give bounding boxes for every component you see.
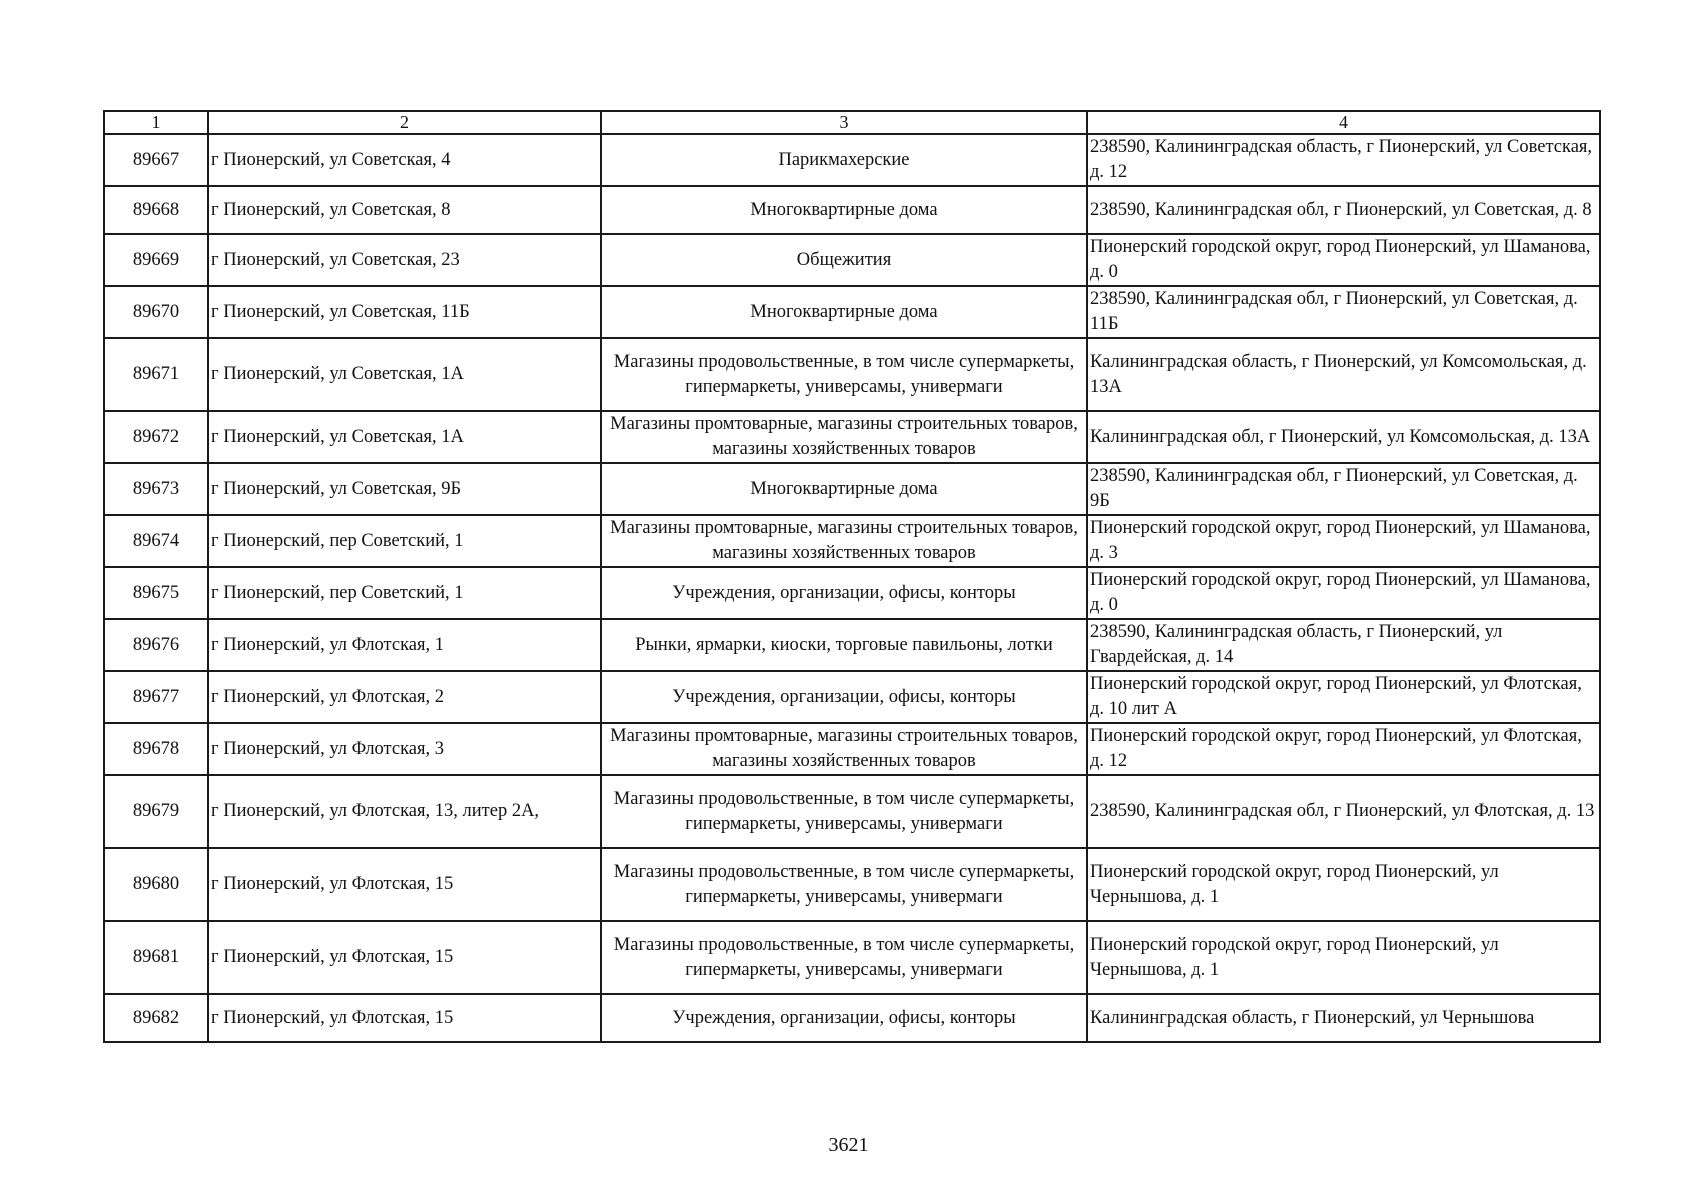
row-location: 238590, Калининградская область, г Пионерский, ул Советская, д. 12 [1087,134,1600,186]
row-category: Магазины промтоварные, магазины строительных товаров, магазины хозяйственных товаров [601,515,1087,567]
row-location: Калининградская обл, г Пионерский, ул Комсомольская, д. 13А [1087,411,1600,463]
row-id: 89671 [104,338,208,411]
row-category: Магазины продовольственные, в том числе супермаркеты, гипермаркеты, универсамы, универмаги [601,338,1087,411]
row-location: 238590, Калининградская обл, г Пионерский, ул Советская, д. 11Б [1087,286,1600,338]
column-header-3: 3 [601,111,1087,134]
row-category: Магазины продовольственные, в том числе супермаркеты, гипермаркеты, универсамы, универмаги [601,921,1087,994]
row-location: Калининградская область, г Пионерский, ул Комсомольская, д. 13А [1087,338,1600,411]
row-address: г Пионерский, ул Советская, 9Б [208,463,601,515]
table-row [104,134,1600,186]
row-category: Магазины продовольственные, в том числе супермаркеты, гипермаркеты, универсамы, универмаги [601,848,1087,921]
row-address: г Пионерский, ул Флотская, 1 [208,619,601,671]
row-id: 89673 [104,463,208,515]
row-location: Пионерский городской округ, город Пионерский, ул Флотская, д. 12 [1087,723,1600,775]
row-location: Калининградская область, г Пионерский, ул Чернышова [1087,994,1600,1042]
table-row [104,671,1600,723]
row-location: 238590, Калининградская обл, г Пионерский, ул Советская, д. 8 [1087,186,1600,234]
row-location: 238590, Калининградская обл, г Пионерский, ул Флотская, д. 13 [1087,775,1600,848]
row-category: Магазины продовольственные, в том числе супермаркеты, гипермаркеты, универсамы, универмаги [601,775,1087,848]
row-id: 89681 [104,921,208,994]
row-address: г Пионерский, ул Флотская, 2 [208,671,601,723]
table-row [104,234,1600,286]
row-location: Пионерский городской округ, город Пионерский, ул Шаманова, д. 0 [1087,567,1600,619]
table-header [104,111,1600,134]
column-header-1: 1 [104,111,208,134]
table-row [104,994,1600,1042]
row-address: г Пионерский, пер Советский, 1 [208,567,601,619]
row-address: г Пионерский, пер Советский, 1 [208,515,601,567]
row-address: г Пионерский, ул Советская, 8 [208,186,601,234]
row-id: 89668 [104,186,208,234]
table-row [104,338,1600,411]
row-category: Учреждения, организации, офисы, конторы [601,671,1087,723]
row-id: 89676 [104,619,208,671]
row-address: г Пионерский, ул Флотская, 15 [208,921,601,994]
row-location: Пионерский городской округ, город Пионерский, ул Флотская, д. 10 лит А [1087,671,1600,723]
table-row [104,286,1600,338]
row-category: Многоквартирные дома [601,286,1087,338]
row-id: 89672 [104,411,208,463]
row-address: г Пионерский, ул Флотская, 15 [208,848,601,921]
column-header-4: 4 [1087,111,1600,134]
row-id: 89677 [104,671,208,723]
row-id: 89679 [104,775,208,848]
row-id: 89674 [104,515,208,567]
row-category: Многоквартирные дома [601,463,1087,515]
row-location: Пионерский городской округ, город Пионерский, ул Шаманова, д. 0 [1087,234,1600,286]
row-address: г Пионерский, ул Советская, 1А [208,411,601,463]
row-id: 89680 [104,848,208,921]
row-address: г Пионерский, ул Советская, 23 [208,234,601,286]
row-location: Пионерский городской округ, город Пионерский, ул Шаманова, д. 3 [1087,515,1600,567]
table-row [104,723,1600,775]
row-address: г Пионерский, ул Советская, 1А [208,338,601,411]
table-row [104,775,1600,848]
table-row [104,186,1600,234]
row-id: 89678 [104,723,208,775]
header-row [104,111,1600,134]
row-location: 238590, Калининградская область, г Пионерский, ул Гвардейская, д. 14 [1087,619,1600,671]
row-id: 89682 [104,994,208,1042]
table-row [104,619,1600,671]
row-category: Многоквартирные дома [601,186,1087,234]
table-row [104,567,1600,619]
row-category: Учреждения, организации, офисы, конторы [601,994,1087,1042]
row-id: 89667 [104,134,208,186]
table-row [104,463,1600,515]
row-id: 89675 [104,567,208,619]
table-row [104,515,1600,567]
table-row [104,848,1600,921]
row-address: г Пионерский, ул Советская, 4 [208,134,601,186]
table-row [104,411,1600,463]
row-id: 89670 [104,286,208,338]
row-location: Пионерский городской округ, город Пионерский, ул Чернышова, д. 1 [1087,848,1600,921]
row-id: 89669 [104,234,208,286]
table-body [104,134,1600,1042]
page-number: 3621 [828,1134,869,1156]
row-address: г Пионерский, ул Советская, 11Б [208,286,601,338]
table-row [104,921,1600,994]
row-category: Магазины промтоварные, магазины строительных товаров, магазины хозяйственных товаров [601,723,1087,775]
registry-table [103,110,1601,1043]
row-category: Рынки, ярмарки, киоски, торговые павильоны, лотки [601,619,1087,671]
row-location: 238590, Калининградская обл, г Пионерский, ул Советская, д. 9Б [1087,463,1600,515]
row-address: г Пионерский, ул Флотская, 13, литер 2А, [208,775,601,848]
row-category: Общежития [601,234,1087,286]
row-address: г Пионерский, ул Флотская, 15 [208,994,601,1042]
row-category: Парикмахерские [601,134,1087,186]
row-address: г Пионерский, ул Флотская, 3 [208,723,601,775]
column-header-2: 2 [208,111,601,134]
row-category: Учреждения, организации, офисы, конторы [601,567,1087,619]
row-location: Пионерский городской округ, город Пионерский, ул Чернышова, д. 1 [1087,921,1600,994]
row-category: Магазины промтоварные, магазины строительных товаров, магазины хозяйственных товаров [601,411,1087,463]
